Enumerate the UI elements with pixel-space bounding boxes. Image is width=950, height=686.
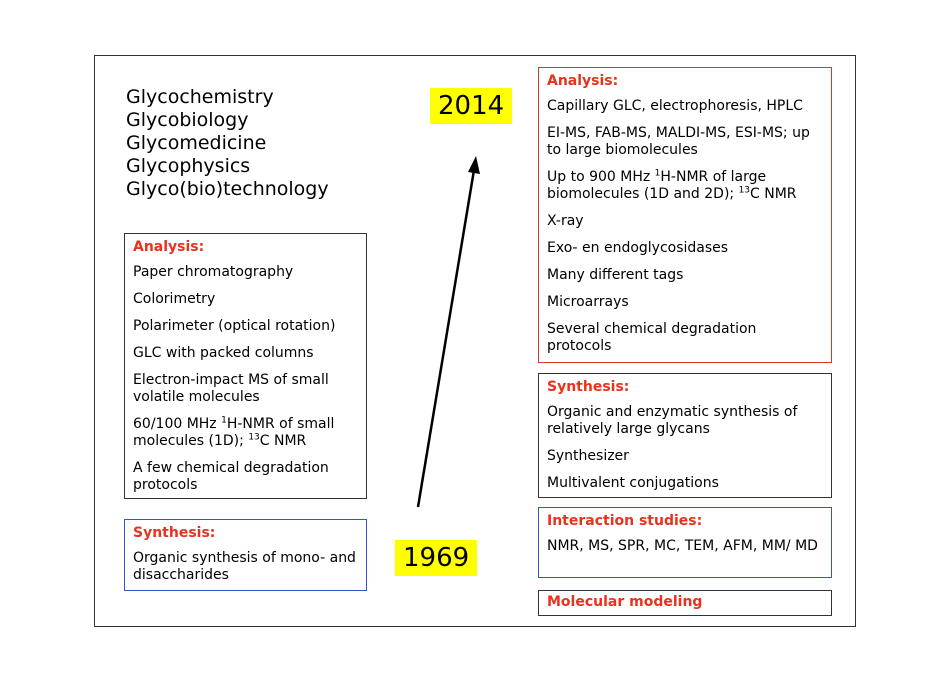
list-item: Colorimetry bbox=[133, 291, 216, 307]
right-synthesis-box bbox=[538, 373, 832, 498]
year-2014-label: 2014 bbox=[430, 88, 512, 124]
list-item: Capillary GLC, electrophoresis, HPLC bbox=[547, 98, 803, 114]
list-item: EI-MS, FAB-MS, MALDI-MS, ESI-MS; up to large biomolecules bbox=[547, 125, 810, 158]
box-heading: Interaction studies: bbox=[547, 513, 703, 529]
box-heading: Analysis: bbox=[547, 73, 619, 89]
left-analysis-box bbox=[124, 233, 367, 499]
list-item: X-ray bbox=[547, 213, 584, 229]
list-item: Organic synthesis of mono- and disaccharides bbox=[133, 550, 356, 583]
list-item: Many different tags bbox=[547, 267, 684, 283]
list-item-nmr: 60/100 MHz $^1$H-NMR of small molecules (1D); $^{13}$C NMR bbox=[133, 415, 335, 449]
list-item: Multivalent conjugations bbox=[547, 475, 719, 491]
list-item-nmr: Up to 900 MHz $^1$H-NMR of large biomolecules (1D and 2D); $^{13}$C NMR bbox=[547, 168, 797, 202]
list-item: Exo- en endoglycosidases bbox=[547, 240, 729, 256]
year-1969-label: 1969 bbox=[395, 540, 477, 576]
box-heading: Synthesis: bbox=[133, 525, 216, 541]
field-item: Glycochemistry bbox=[126, 86, 274, 108]
list-item: NMR, MS, SPR, MC, TEM, AFM, MM/ MD bbox=[547, 538, 818, 554]
list-item: Polarimeter (optical rotation) bbox=[133, 318, 336, 334]
left-synthesis-box bbox=[124, 519, 367, 591]
box-heading: Analysis: bbox=[133, 239, 205, 255]
field-item: Glycobiology bbox=[126, 109, 249, 131]
field-item: Glycophysics bbox=[126, 155, 251, 177]
list-item: Synthesizer bbox=[547, 448, 629, 464]
interaction-studies-box bbox=[538, 507, 832, 578]
list-item: GLC with packed columns bbox=[133, 345, 314, 361]
list-item: Paper chromatography bbox=[133, 264, 294, 280]
box-heading: Synthesis: bbox=[547, 379, 630, 395]
list-item: Organic and enzymatic synthesis of relatively large glycans bbox=[547, 404, 798, 437]
list-item: Electron-impact MS of small volatile molecules bbox=[133, 372, 329, 405]
list-item: A few chemical degradation protocols bbox=[133, 460, 329, 493]
field-item: Glyco(bio)technology bbox=[126, 178, 329, 200]
list-item: Several chemical degradation protocols bbox=[547, 321, 757, 354]
box-heading: Molecular modeling bbox=[547, 594, 703, 610]
list-item: Microarrays bbox=[547, 294, 629, 310]
field-item: Glycomedicine bbox=[126, 132, 267, 154]
right-analysis-box bbox=[538, 67, 832, 363]
molecular-modeling-box bbox=[538, 590, 832, 616]
